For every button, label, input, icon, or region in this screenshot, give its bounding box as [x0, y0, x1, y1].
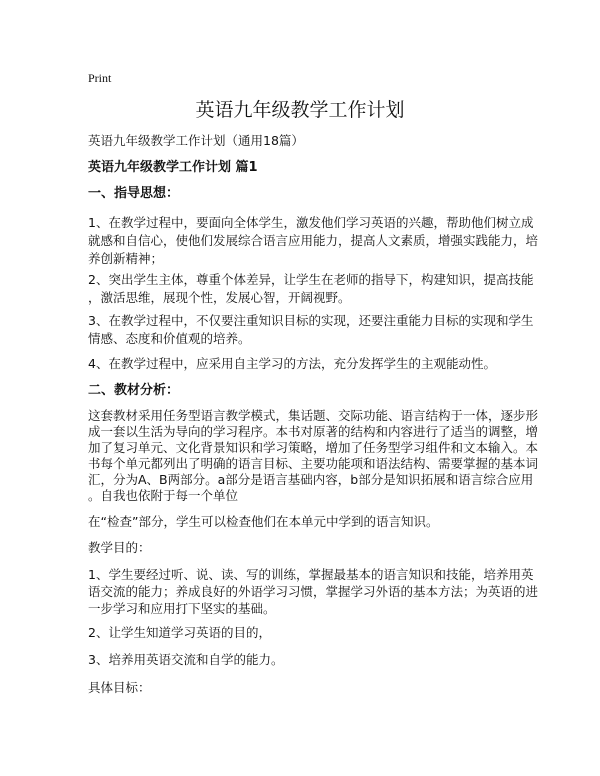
print-label: Print	[88, 71, 112, 85]
section-heading: 英语九年级教学工作计划 篇1	[88, 160, 258, 175]
line: 一步学习和应用打下坚实的基础。	[88, 601, 276, 616]
line: 这套教材采用任务型语言教学模式，集话题、交际功能、语言结构于一体，逐步形	[88, 408, 539, 423]
line: 3、培养用英语交流和自学的能力。	[88, 652, 284, 667]
line: 1、学生要经过听、说、读、写的训练，掌握最基本的语言知识和技能，培养用英	[88, 567, 534, 582]
paragraph-9	[88, 624, 528, 642]
line: 汇，分为A、B两部分。a部分是语言基础内容，b部分是知识拓展和语言综合应用	[88, 472, 534, 487]
line: 养创新精神；	[88, 251, 164, 266]
line: 4、在教学过程中，应采用自主学习的方法，充分发挥学生的主观能动性。	[88, 356, 496, 371]
line: 语交流的能力；养成良好的外语学习习惯，掌握学习外语的基本方法；为英语的进	[88, 584, 539, 599]
page-title: 英语九年级教学工作计划	[195, 99, 405, 121]
print-link[interactable]	[88, 69, 528, 87]
line: 情感、态度和价值观的培养。	[88, 331, 251, 346]
paragraph-8	[88, 566, 539, 617]
heading-textbook-analysis: 二、教材分析：	[88, 383, 180, 398]
paragraph-1	[88, 214, 539, 268]
line: 教学目的：	[88, 540, 151, 555]
paragraph-4	[88, 355, 528, 373]
paragraph-3	[88, 312, 534, 348]
line: 书每个单元都列出了明确的语言目标、主要功能项和语法结构、需要掌握的基本词	[88, 456, 539, 471]
line: 2、突出学生主体，尊重个体差异，让学生在老师的指导下，构建知识，提高技能	[88, 272, 534, 287]
paragraph-10	[88, 651, 528, 669]
paragraph-7	[88, 539, 528, 557]
paragraph-5	[88, 408, 539, 504]
line: 3、在教学过程中，不仅要注重知识目标的实现，还要注重能力目标的实现和学生	[88, 313, 534, 328]
line: 就感和自信心，使他们发展综合语言应用能力，提高人文素质，增强实践能力，培	[88, 233, 539, 248]
heading-guiding-thought: 一、指导思想：	[88, 186, 180, 201]
subtitle: 英语九年级教学工作计划（通用18篇）	[88, 133, 304, 148]
line: 。自我也依附于每一个单位	[88, 488, 239, 503]
paragraph-2	[88, 271, 534, 307]
paragraph-11	[88, 679, 528, 697]
line: ，激活思维，展现个性，发展心智，开阔视野。	[88, 290, 351, 305]
line: 在“检查”部分，学生可以检查他们在本单元中学到的语言知识。	[88, 514, 439, 529]
paragraph-6	[88, 513, 528, 531]
line: 加了复习单元、文化背景知识和学习策略，增加了任务型学习组件和文本输入。本	[88, 440, 539, 455]
line: 1、在教学过程中，要面向全体学生，激发他们学习英语的兴趣，帮助他们树立成	[88, 215, 534, 230]
line: 2、让学生知道学习英语的目的，	[88, 625, 271, 640]
line: 成一套以生活为导向的学习程序。本书对原著的结构和内容进行了适当的调整，增	[88, 424, 539, 439]
line: 具体目标：	[88, 680, 151, 695]
